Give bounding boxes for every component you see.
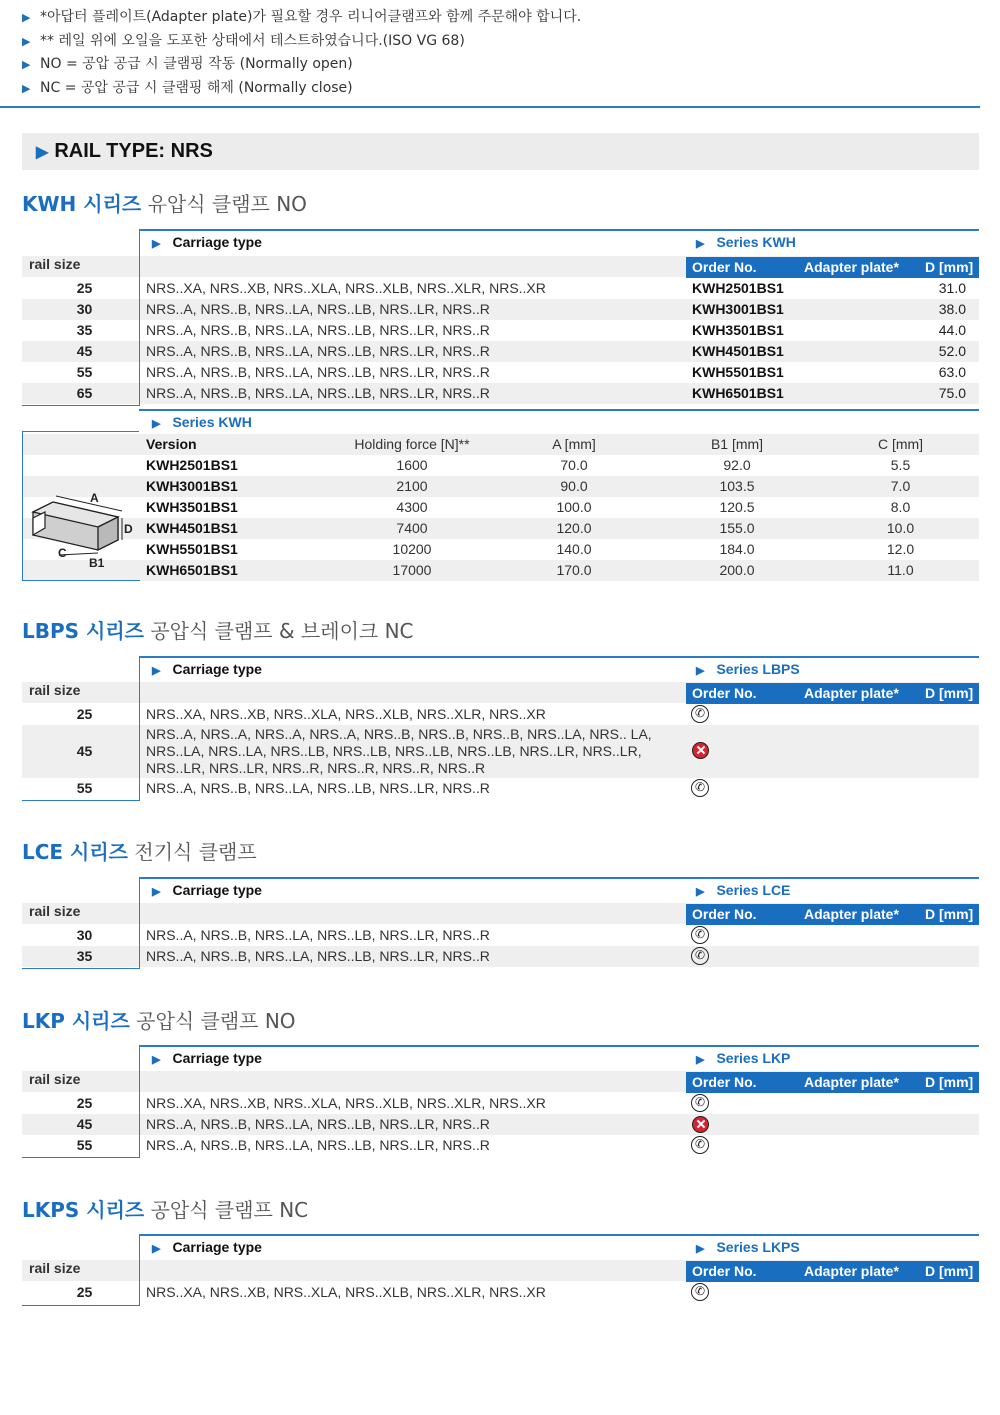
note-item: ▶ *아답터 플레이트(Adapter plate)가 필요할 경우 리니어클램프와 함께 주문해야 합니다. (22, 6, 581, 30)
clamp-dimension-diagram (23, 432, 140, 582)
table-row: 25 NRS..XA, NRS..XB, NRS..XLA, NRS..XLB, NRS..XLR, NRS..XR ✆ (22, 704, 979, 725)
not-available-icon (692, 742, 709, 759)
table-row: 45 NRS..A, NRS..B, NRS..LA, NRS..LB, NRS..LR, NRS..R (22, 1114, 979, 1135)
rail-size-header: rail size (29, 1071, 81, 1087)
triangle-icon: ▶ (22, 34, 31, 48)
triangle-icon: ▶ (152, 418, 161, 430)
table-bottom-line (22, 405, 140, 406)
table-bottom-line (22, 1305, 140, 1306)
series-header: ▶ Series LCE (696, 882, 791, 898)
table-row: KWH6501BS1 17000 170.0 200.0 11.0 (22, 560, 979, 581)
spec-header-row: Version Holding force [N]** A [mm] B1 [mm] C [mm] (22, 434, 979, 455)
order-no-header: Order No. (692, 259, 757, 275)
carriage-type-header: ▶ Carriage type (152, 1239, 262, 1255)
phone-icon: ✆ (691, 1283, 709, 1301)
section-title-lbps: LBPS 시리즈 공압식 클램프 & 브레이크 NC (22, 619, 414, 643)
order-header-bar (686, 683, 979, 704)
note-item: ▶ NC = 공압 공급 시 클램핑 해제 (Normally close) (22, 77, 581, 101)
table-row: 30 NRS..A, NRS..B, NRS..LA, NRS..LB, NRS..LR, NRS..R ✆ (22, 925, 979, 946)
carriage-type-header: ▶ Carriage type (152, 234, 262, 250)
table-left-line (139, 656, 140, 800)
series-header: ▶ Series KWH (696, 234, 796, 250)
label-c: C (58, 546, 67, 560)
d-mm-header: D [mm] (925, 685, 974, 701)
table-top-rule (139, 1045, 979, 1047)
table-row: 55 NRS..A, NRS..B, NRS..LA, NRS..LB, NRS..LR, NRS..R ✆ (22, 778, 979, 799)
table-top-rule (139, 877, 979, 879)
order-header-bar (686, 1261, 979, 1282)
table-row: KWH5501BS1 10200 140.0 184.0 12.0 (146, 541, 915, 557)
section-title-lkps: LKPS 시리즈 공압식 클램프 NC (22, 1198, 309, 1222)
phone-icon: ✆ (691, 1136, 709, 1154)
series-header: ▶ Series LBPS (696, 661, 800, 677)
table-bottom-line (22, 1157, 140, 1158)
table-bottom-line (22, 580, 140, 581)
carriage-type-header: ▶ Carriage type (152, 1050, 262, 1066)
table-left-line (139, 1234, 140, 1305)
table-bottom-line (22, 800, 140, 801)
order-no-header: Order No. (692, 1074, 757, 1090)
adapter-plate-header: Adapter plate* (804, 906, 899, 922)
order-no-header: Order No. (692, 685, 757, 701)
order-no-header: Order No. (692, 1263, 757, 1279)
rail-size-header: rail size (29, 256, 81, 272)
triangle-icon: ▶ (152, 238, 161, 250)
table-row: 45 NRS..A, NRS..A, NRS..A, NRS..A, NRS..B, NRS..B, NRS..B, NRS..LA, NRS.. LA, NRS..LA, NRS..LA, NRS..LB, NRS..LB, NRS..LB, NRS..LB, NRS..LR, NRS..LR, NRS..LR, NRS..LR, NRS..R, NRS..R, NRS..R, NRS..R (22, 725, 979, 778)
table-bottom-line (22, 968, 140, 969)
note-item: ▶ NO = 공압 공급 시 클램핑 작동 (Normally open) (22, 53, 581, 77)
phone-icon: ✆ (691, 1094, 709, 1112)
phone-icon: ✆ (691, 779, 709, 797)
triangle-icon: ▶ (152, 665, 161, 677)
label-a: A (90, 491, 99, 505)
adapter-plate-header: Adapter plate* (804, 259, 899, 275)
carriage-type-header: ▶ Carriage type (152, 882, 262, 898)
triangle-icon: ▶ (696, 1054, 705, 1066)
rail-size-header: rail size (29, 682, 81, 698)
section-title-kwh: KWH 시리즈 유압식 클램프 NO (22, 192, 307, 216)
d-mm-header: D [mm] (925, 906, 974, 922)
notes-block (22, 6, 581, 100)
spec-series-header: ▶ Series KWH (152, 414, 252, 430)
triangle-icon: ▶ (696, 665, 705, 677)
table-row: 45 NRS..A, NRS..B, NRS..LA, NRS..LB, NRS..LR, NRS..R KWH4501BS1 52.0 (22, 341, 979, 362)
triangle-icon: ▶ (696, 238, 705, 250)
rail-size-header: rail size (29, 1260, 81, 1276)
table-left-line (139, 229, 140, 405)
table-row: 35 NRS..A, NRS..B, NRS..LA, NRS..LB, NRS..LR, NRS..R KWH3501BS1 44.0 (76, 322, 966, 338)
table-row: KWH3001BS1 2100 90.0 103.5 7.0 (22, 476, 979, 497)
table-top-rule (139, 656, 979, 658)
table-row: 25 NRS..XA, NRS..XB, NRS..XLA, NRS..XLB, NRS..XLR, NRS..XR ✆ (22, 1093, 979, 1114)
carriage-type-header: ▶ Carriage type (152, 661, 262, 677)
triangle-icon: ▶ (696, 886, 705, 898)
d-mm-header: D [mm] (925, 1074, 974, 1090)
table-row: KWH3501BS1 4300 100.0 120.5 8.0 (146, 499, 911, 515)
section-title-lce: LCE 시리즈 전기식 클램프 (22, 840, 257, 864)
table-top-rule (139, 229, 979, 231)
section-title-lkp: LKP 시리즈 공압식 클램프 NO (22, 1009, 296, 1033)
phone-icon: ✆ (691, 705, 709, 723)
table-row: KWH2501BS1 1600 70.0 92.0 5.5 (146, 457, 911, 473)
order-header-bar (686, 904, 979, 925)
triangle-icon: ▶ (36, 144, 49, 161)
series-header: ▶ Series LKP (696, 1050, 791, 1066)
rail-size-header: rail size (29, 903, 81, 919)
label-d: D (124, 522, 133, 536)
divider (0, 106, 980, 108)
phone-icon: ✆ (691, 926, 709, 944)
d-mm-header: D [mm] (925, 259, 974, 275)
triangle-icon: ▶ (22, 58, 31, 71)
triangle-icon: ▶ (152, 1054, 161, 1066)
rail-type-banner: ▶ RAIL TYPE: NRS (22, 133, 979, 170)
adapter-plate-header: Adapter plate* (804, 1263, 899, 1279)
table-row: 55 NRS..A, NRS..B, NRS..LA, NRS..LB, NRS..LR, NRS..R KWH5501BS1 63.0 (76, 364, 966, 380)
table-row: 30 NRS..A, NRS..B, NRS..LA, NRS..LB, NRS..LR, NRS..R KWH3001BS1 38.0 (22, 299, 979, 320)
table-top-rule (139, 1234, 979, 1236)
adapter-plate-header: Adapter plate* (804, 1074, 899, 1090)
adapter-plate-header: Adapter plate* (804, 685, 899, 701)
label-b1: B1 (89, 556, 105, 570)
table-left-line (139, 1045, 140, 1157)
phone-icon: ✆ (691, 947, 709, 965)
table-row: 25 NRS..XA, NRS..XB, NRS..XLA, NRS..XLB, NRS..XLR, NRS..XR ✆ (22, 1282, 979, 1303)
table-row: KWH4501BS1 7400 120.0 155.0 10.0 (22, 518, 979, 539)
table-left-line (139, 877, 140, 968)
d-mm-header: D [mm] (925, 1263, 974, 1279)
note-item: ▶ ** 레일 위에 오일을 도포한 상태에서 테스트하였습니다.(ISO VG 68) (22, 30, 581, 54)
diagram-frame (22, 431, 139, 581)
triangle-icon: ▶ (22, 11, 31, 24)
not-available-icon (692, 1116, 709, 1133)
triangle-icon: ▶ (22, 81, 31, 95)
table-row: 25 NRS..XA, NRS..XB, NRS..XLA, NRS..XLB, NRS..XLR, NRS..XR KWH2501BS1 31.0 (76, 280, 966, 296)
table-row: 55 NRS..A, NRS..B, NRS..LA, NRS..LB, NRS..LR, NRS..R ✆ (22, 1135, 979, 1156)
order-header-bar (686, 257, 979, 278)
order-no-header: Order No. (692, 906, 757, 922)
table-row: 65 NRS..A, NRS..B, NRS..LA, NRS..LB, NRS..LR, NRS..R KWH6501BS1 75.0 (22, 383, 979, 404)
order-header-bar (686, 1072, 979, 1093)
table-top-rule (139, 409, 979, 411)
triangle-icon: ▶ (152, 1243, 161, 1255)
series-header: ▶ Series LKPS (696, 1239, 800, 1255)
triangle-icon: ▶ (696, 1243, 705, 1255)
triangle-icon: ▶ (152, 886, 161, 898)
table-row: 35 NRS..A, NRS..B, NRS..LA, NRS..LB, NRS..LR, NRS..R ✆ (22, 946, 979, 967)
